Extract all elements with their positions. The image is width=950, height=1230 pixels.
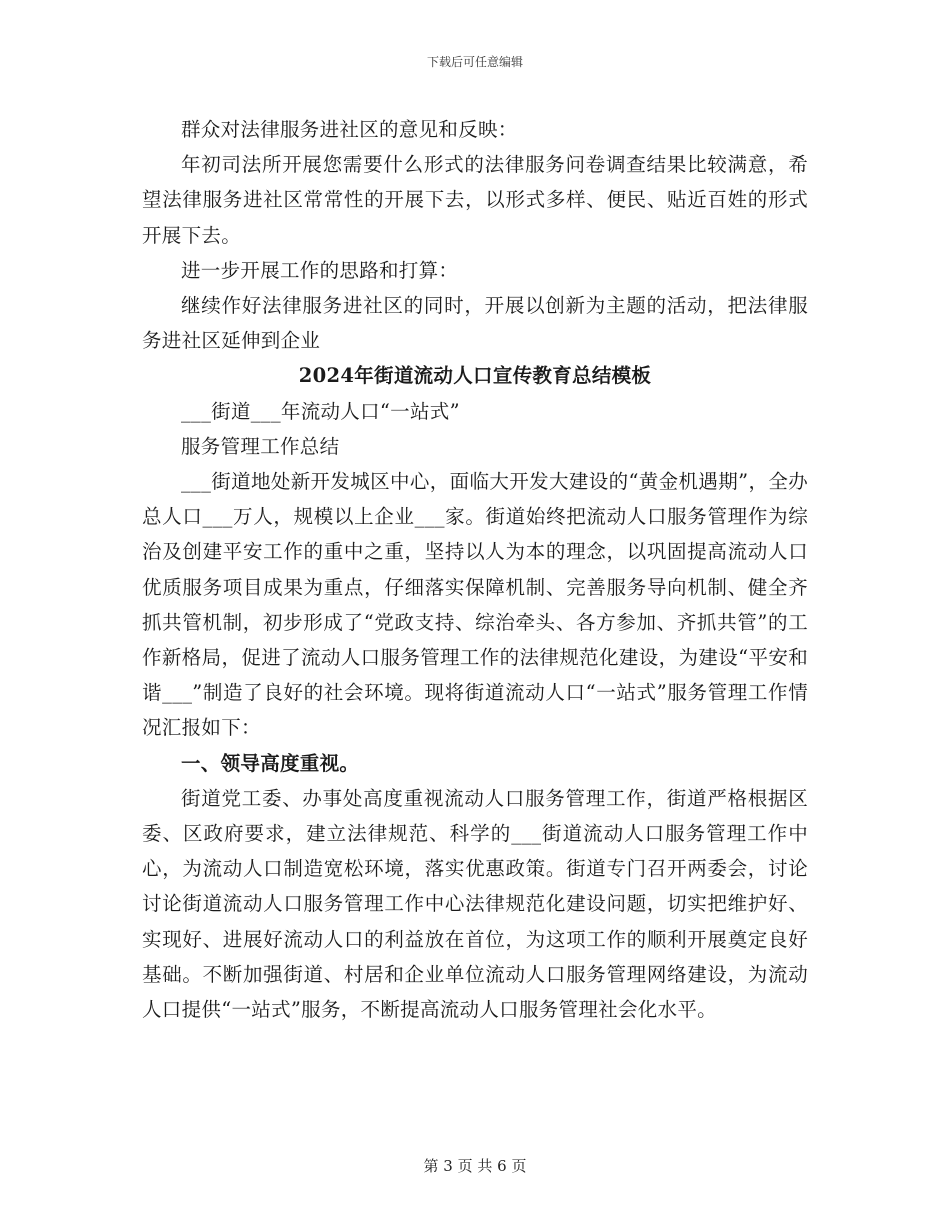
document-title: 2024年街道流动人口宣传教育总结模板 — [298, 364, 652, 388]
paragraph-intro: ___街道地处新开发城区中心，面临大开发大建设的“黄金机遇期”，全办总人口___万人，规模以上企业___家。街道始终把流动人口服务管理作为综治及创建平安工作的重中之重，坚持以人为本的理念，以巩固提高流动人口优质服务项目成果为重点，仔细落实保障机制、完善服务导向机制、健全齐抓共管机制，初步形成了“党政支持、综治牵头、各方参加、齐抓共管”的工作新格局，促进了流动人口服务管理工作的法律规范化建设，为建设“平安和谐___”制造了良好的社会环境。现将街道流动人口“一站式”服务管理工作情况汇报如下： — [142, 470, 808, 740]
paragraph-plan: 继续作好法律服务进社区的同时，开展以创新为主题的活动，把法律服务进社区延伸到企业 — [142, 294, 808, 353]
page-number: 第 3 页 共 6 页 — [423, 1157, 527, 1175]
paragraph-feedback-heading: 群众对法律服务进社区的意见和反映： — [181, 118, 518, 141]
section-heading-1: 一、领导高度重视。 — [181, 751, 360, 775]
document-body — [142, 112, 808, 1027]
paragraph-section-1: 街道党工委、办事处高度重视流动人口服务管理工作，街道严格根据区委、区政府要求，建立法律规范、科学的___街道流动人口服务管理工作中心，为流动人口制造宽松环境，落实优惠政策。街道专门召开两委会，讨论讨论街道流动人口服务管理工作中心法律规范化建设问题，切实把维护好、实现好、进展好流动人口的利益放在首位，为这项工作的顺利开展奠定良好基础。不断加强街道、村居和企业单位流动人口服务管理网络建设，为流动人口提供“一站式”服务，不断提高流动人口服务管理社会化水平。 — [142, 786, 808, 1022]
paragraph-feedback: 年初司法所开展您需要什么形式的法律服务问卷调查结果比较满意，希望法律服务进社区常常性的开展下去，以形式多样、便民、贴近百姓的形式开展下去。 — [142, 153, 808, 247]
header-note: 下载后可任意编辑 — [426, 55, 523, 69]
subtitle-line-2: 服务管理工作总结 — [181, 434, 340, 458]
subtitle-line-1: ___街道___年流动人口“一站式” — [181, 399, 460, 423]
paragraph-plan-heading: 进一步开展工作的思路和打算： — [181, 258, 459, 282]
